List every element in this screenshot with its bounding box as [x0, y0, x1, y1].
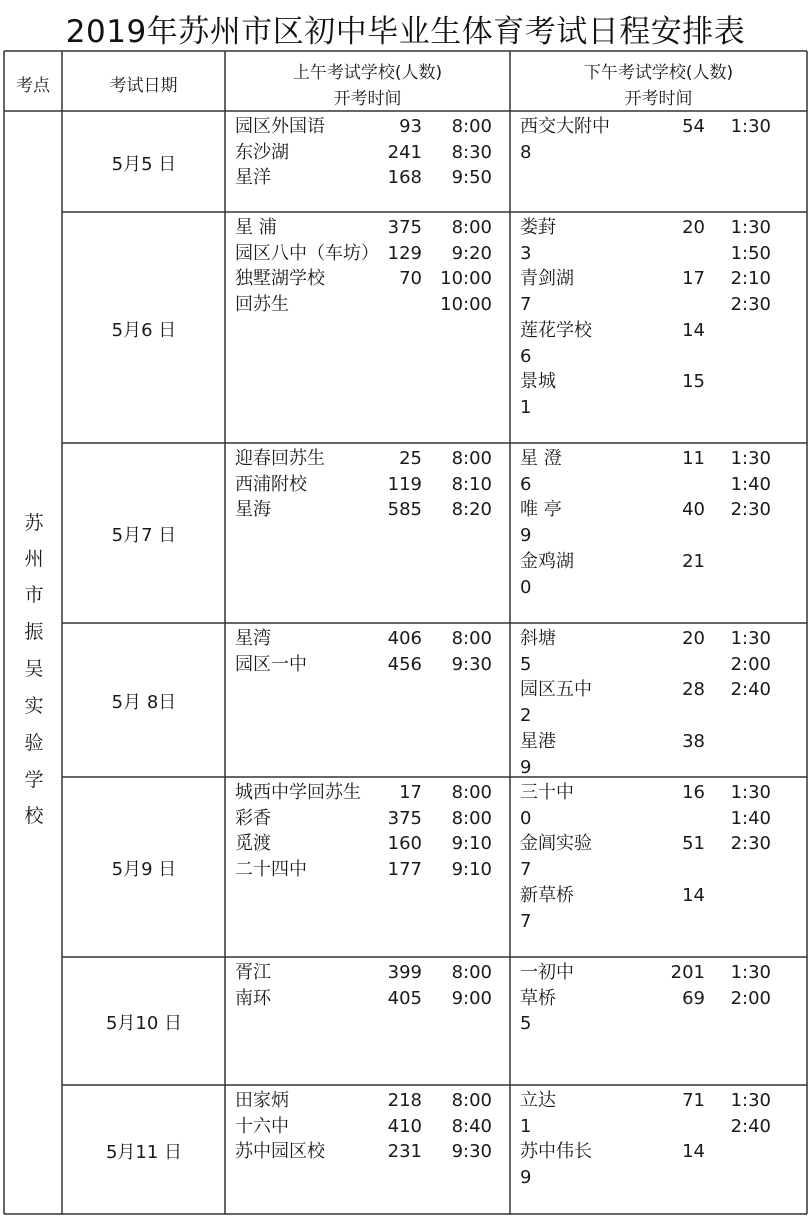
pm-school-count: 28 [682, 679, 705, 701]
pm-school-name: 斜塘 [520, 628, 556, 649]
pm-school-name: 6 [520, 473, 532, 495]
pm-school-row [0, 215, 811, 241]
pm-school-row [0, 1165, 811, 1191]
pm-school-count: 15 [682, 371, 705, 393]
am-school-count: 231 [387, 1141, 422, 1163]
pm-school-row [0, 318, 811, 344]
am-school-name: 胥江 [235, 962, 271, 983]
pm-school-name: 1 [520, 396, 532, 418]
pm-school-name: 9 [520, 756, 532, 778]
pm-school-name: 星 澄 [520, 448, 562, 469]
venue-char: 校 [24, 805, 44, 827]
pm-school-name: 7 [520, 910, 532, 932]
am-school-count: 25 [399, 448, 422, 469]
pm-school-count: 40 [682, 499, 705, 521]
pm-school-count: 38 [682, 730, 705, 752]
pm-school-row [0, 266, 811, 292]
am-school-name: 星海 [235, 499, 271, 521]
pm-school-name: 莲花学校 [520, 319, 592, 341]
am-school-count: 406 [387, 628, 422, 649]
pm-school-count: 16 [682, 782, 705, 803]
venue-char: 学 [24, 769, 44, 791]
pm-school-row [0, 446, 811, 472]
pm-start-time: 1:30 [730, 448, 771, 469]
am-start-time: 9:30 [451, 653, 492, 675]
am-school-name: 二十四中 [235, 859, 307, 881]
am-school-count: 160 [387, 833, 422, 855]
am-start-time: 8:00 [451, 782, 492, 803]
pm-school-name: 9 [520, 525, 532, 547]
pm-school-row [0, 652, 811, 678]
am-school-name: 西浦附校 [235, 473, 307, 495]
pm-school-row [0, 344, 811, 370]
am-school-count: 168 [387, 167, 422, 189]
am-school-count: 375 [387, 217, 422, 238]
pm-school-count: 14 [682, 1141, 705, 1163]
pm-school-name: 三十中 [520, 782, 574, 803]
day-date: 5月6 日 [111, 319, 177, 341]
am-school-count: 129 [387, 242, 422, 264]
venue-char: 验 [24, 732, 44, 754]
pm-school-row [0, 1088, 811, 1114]
am-school-name: 苏中园区校 [235, 1141, 325, 1163]
am-school-name: 星湾 [235, 628, 271, 649]
am-start-time: 9:00 [451, 987, 492, 1009]
pm-school-row [0, 1011, 811, 1037]
pm-school-name: 娄葑 [520, 217, 556, 238]
header-am-time: 开考时间 [333, 89, 402, 109]
am-start-time: 8:30 [451, 141, 492, 163]
pm-school-row [0, 755, 811, 781]
pm-school-name: 9 [520, 1167, 532, 1189]
am-school-count: 585 [387, 499, 422, 521]
pm-school-name: 1 [520, 1115, 532, 1137]
venue-char: 市 [24, 584, 44, 606]
am-start-time: 8:10 [451, 473, 492, 495]
pm-school-count: 14 [682, 319, 705, 341]
am-start-time: 8:00 [451, 1090, 492, 1111]
am-start-time: 9:10 [451, 859, 492, 881]
pm-start-time: 1:40 [730, 807, 771, 829]
pm-school-name: 唯 亭 [520, 499, 562, 521]
pm-school-row [0, 806, 811, 832]
am-school-count: 405 [387, 987, 422, 1009]
pm-school-row [0, 369, 811, 395]
am-school-name: 星洋 [235, 167, 271, 189]
pm-start-time: 2:40 [730, 679, 771, 701]
pm-start-time: 1:30 [730, 217, 771, 238]
pm-school-count: 71 [682, 1090, 705, 1111]
am-start-time: 8:00 [451, 807, 492, 829]
pm-school-name: 0 [520, 807, 532, 829]
pm-start-time: 2:30 [730, 294, 771, 316]
pm-school-count: 51 [682, 833, 705, 855]
am-start-time: 10:00 [440, 294, 492, 316]
pm-school-name: 立达 [520, 1090, 556, 1111]
pm-school-row [0, 523, 811, 549]
am-school-name: 园区一中 [235, 653, 307, 675]
pm-start-time: 2:30 [730, 499, 771, 521]
pm-school-count: 14 [682, 884, 705, 906]
am-school-count: 456 [387, 653, 422, 675]
pm-start-time: 2:10 [730, 268, 771, 290]
am-school-name: 独墅湖学校 [235, 268, 325, 290]
venue-char: 州 [24, 548, 44, 570]
am-school-count: 93 [399, 116, 422, 137]
pm-start-time: 1:30 [730, 116, 771, 137]
am-school-count: 410 [387, 1115, 422, 1137]
pm-school-name: 5 [520, 653, 532, 675]
page-title: 2019年苏州市区初中毕业生体育考试日程安排表 [65, 14, 746, 50]
am-school-name: 园区外国语 [235, 116, 325, 137]
day-date: 5月11 日 [105, 1141, 183, 1163]
pm-school-name: 5 [520, 1013, 532, 1035]
pm-start-time: 2:40 [730, 1115, 771, 1137]
pm-school-name: 青剑湖 [520, 268, 574, 290]
am-school-name: 彩香 [235, 807, 271, 829]
pm-school-row [0, 831, 811, 857]
am-school-count: 375 [387, 807, 422, 829]
am-school-count: 70 [399, 268, 422, 290]
am-school-name: 城西中学回苏生 [235, 782, 361, 803]
pm-school-row [0, 677, 811, 703]
am-school-count: 218 [387, 1090, 422, 1111]
pm-school-name: 苏中伟长 [520, 1141, 592, 1163]
pm-school-name: 3 [520, 242, 532, 264]
pm-school-row [0, 960, 811, 986]
pm-school-count: 54 [682, 116, 705, 137]
pm-school-row [0, 909, 811, 935]
pm-school-name: 草桥 [520, 987, 556, 1009]
am-start-time: 9:30 [451, 1141, 492, 1163]
am-school-name: 回苏生 [235, 294, 289, 316]
am-school-name: 十六中 [235, 1115, 289, 1137]
am-school-name: 园区八中（车坊） [235, 242, 379, 264]
am-school-name: 觅渡 [235, 833, 271, 855]
pm-school-row [0, 883, 811, 909]
am-school-count: 241 [387, 141, 422, 163]
am-school-count: 17 [399, 782, 422, 803]
pm-school-name: 6 [520, 345, 532, 367]
pm-school-name: 2 [520, 705, 532, 727]
pm-school-row [0, 395, 811, 421]
am-start-time: 9:50 [451, 167, 492, 189]
pm-school-row [0, 472, 811, 498]
am-school-name: 星 浦 [235, 217, 277, 238]
pm-school-name: 一初中 [520, 962, 574, 983]
am-school-count: 399 [387, 962, 422, 983]
pm-school-count: 201 [670, 962, 705, 983]
am-start-time: 9:20 [451, 242, 492, 264]
day-date: 5月9 日 [111, 859, 177, 880]
am-start-time: 8:00 [451, 962, 492, 983]
header-date: 考试日期 [109, 76, 178, 96]
pm-school-name: 金鸡湖 [520, 550, 574, 572]
am-school-row [0, 165, 811, 191]
pm-school-row [0, 549, 811, 575]
pm-school-row [0, 986, 811, 1012]
header-venue: 考点 [16, 76, 50, 96]
pm-start-time: 2:30 [730, 833, 771, 855]
venue-char: 振 [24, 621, 44, 643]
pm-school-count: 17 [682, 268, 705, 290]
pm-school-row [0, 857, 811, 883]
pm-school-row [0, 729, 811, 755]
header-am-schools: 上午考试学校(人数) [292, 63, 443, 83]
pm-school-name: 新草桥 [520, 884, 574, 906]
day-date: 5月10 日 [105, 1013, 183, 1034]
pm-school-row [0, 140, 811, 166]
pm-start-time: 1:30 [730, 628, 771, 649]
am-start-time: 8:20 [451, 499, 492, 521]
am-start-time: 8:00 [451, 628, 492, 649]
am-school-name: 南环 [235, 987, 271, 1009]
pm-school-count: 11 [682, 448, 705, 469]
pm-school-row [0, 703, 811, 729]
pm-start-time: 2:00 [730, 987, 771, 1009]
pm-school-row [0, 1114, 811, 1140]
pm-school-row [0, 114, 811, 140]
venue-char: 苏 [24, 512, 44, 534]
pm-school-name: 西交大附中 [520, 116, 610, 137]
pm-start-time: 1:30 [730, 962, 771, 983]
pm-school-row [0, 575, 811, 601]
day-date: 5月5 日 [111, 153, 177, 175]
pm-school-row [0, 1139, 811, 1165]
am-start-time: 8:00 [451, 448, 492, 469]
am-school-count: 119 [387, 473, 422, 495]
am-school-name: 迎春回苏生 [235, 448, 325, 469]
pm-school-row [0, 626, 811, 652]
am-start-time: 8:00 [451, 217, 492, 238]
pm-school-count: 20 [682, 217, 705, 238]
pm-start-time: 1:40 [730, 473, 771, 495]
pm-school-name: 0 [520, 576, 532, 598]
pm-school-row [0, 241, 811, 267]
pm-school-name: 8 [520, 141, 532, 163]
pm-start-time: 1:50 [730, 242, 771, 264]
am-school-name: 东沙湖 [235, 141, 289, 163]
am-start-time: 8:00 [451, 116, 492, 137]
pm-school-name: 星港 [520, 730, 556, 752]
pm-start-time: 1:30 [730, 1090, 771, 1111]
header-pm-time: 开考时间 [624, 89, 693, 109]
day-date: 5月7 日 [111, 525, 177, 546]
venue-char: 实 [24, 695, 44, 717]
am-start-time: 10:00 [440, 268, 492, 290]
pm-school-name: 7 [520, 859, 532, 881]
pm-school-row [0, 497, 811, 523]
am-start-time: 9:10 [451, 833, 492, 855]
pm-school-row [0, 292, 811, 318]
pm-school-row [0, 780, 811, 806]
am-school-count: 177 [387, 859, 422, 881]
header-pm-schools: 下午考试学校(人数) [583, 63, 734, 83]
day-date: 5月 8日 [111, 692, 177, 713]
pm-school-name: 园区五中 [520, 679, 592, 701]
pm-school-name: 景城 [520, 371, 556, 393]
am-school-name: 田家炳 [235, 1090, 289, 1111]
pm-start-time: 1:30 [730, 782, 771, 803]
pm-school-name: 7 [520, 294, 532, 316]
pm-school-name: 金阊实验 [520, 833, 592, 855]
pm-start-time: 2:00 [730, 653, 771, 675]
pm-school-count: 69 [682, 987, 705, 1009]
pm-school-count: 21 [682, 550, 705, 572]
venue-char: 吴 [24, 658, 44, 680]
am-start-time: 8:40 [451, 1115, 492, 1137]
pm-school-count: 20 [682, 628, 705, 649]
